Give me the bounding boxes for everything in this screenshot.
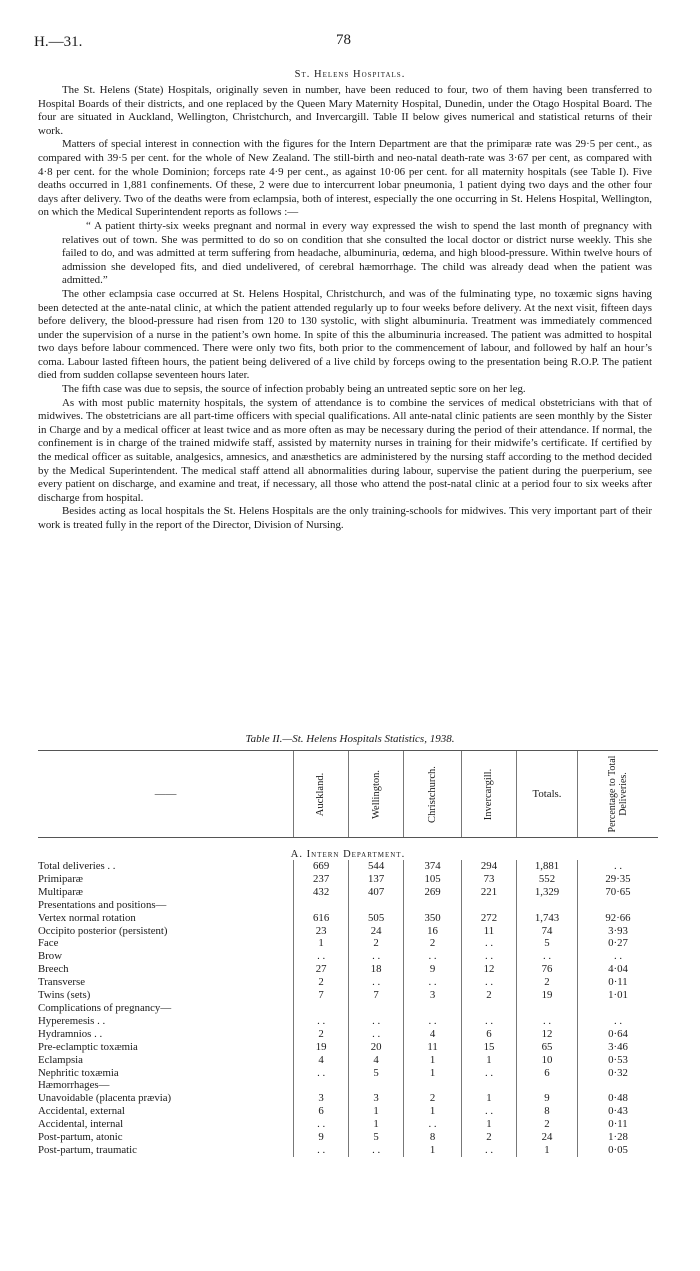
cell-total: . .	[517, 950, 578, 963]
cell-value: . .	[462, 1067, 517, 1080]
cell-total: 5	[517, 937, 578, 950]
table-header-row	[38, 751, 658, 838]
row-label: Hæmorrhages—	[38, 1079, 110, 1092]
cell-value	[294, 899, 349, 912]
cell-total: 76	[517, 963, 578, 976]
cell-value: 23	[294, 925, 349, 938]
cell-value: 2	[462, 989, 517, 1002]
row-label: Pre-eclamptic toxæmia	[38, 1040, 138, 1053]
cell-value: 1	[462, 1054, 517, 1067]
cell-total: 1,881	[517, 860, 578, 873]
cell-value: 272	[462, 912, 517, 925]
cell-value: 1	[349, 1118, 404, 1131]
cell-total: 74	[517, 925, 578, 938]
cell-value: . .	[404, 1118, 462, 1131]
row-label: Vertex normal rotation	[38, 911, 136, 924]
row-label: Total deliveries . .	[38, 860, 116, 872]
statistics-table	[38, 750, 658, 1157]
col-header-totals: Totals.	[517, 751, 578, 838]
cell-value: 20	[349, 1041, 404, 1054]
cell-total	[517, 1079, 578, 1092]
table-row	[38, 1131, 658, 1144]
cell-value: 221	[462, 886, 517, 899]
cell-value: 11	[404, 1041, 462, 1054]
cell-percentage: 70·65	[578, 886, 659, 899]
cell-value: 137	[349, 873, 404, 886]
cell-value: 616	[294, 912, 349, 925]
running-header: H.—31.	[34, 34, 83, 50]
cell-percentage: 0·27	[578, 937, 659, 950]
cell-value: . .	[294, 1144, 349, 1157]
cell-value: 1	[404, 1105, 462, 1118]
cell-value: 12	[462, 963, 517, 976]
cell-value	[462, 1079, 517, 1092]
col-header-auckland: Auckland.	[294, 751, 349, 838]
row-label: Occipito posterior (persistent)	[38, 924, 168, 937]
cell-value: 2	[404, 937, 462, 950]
cell-value: 1	[462, 1118, 517, 1131]
row-label: Post-partum, atonic	[38, 1131, 123, 1144]
cell-value	[349, 1002, 404, 1015]
row-label: Breech	[38, 963, 69, 976]
cell-percentage: 0·53	[578, 1054, 659, 1067]
cell-value: 8	[404, 1131, 462, 1144]
cell-value: 1	[349, 1105, 404, 1118]
cell-value: 4	[349, 1054, 404, 1067]
cell-value: 4	[404, 1028, 462, 1041]
table-row	[38, 873, 658, 886]
col-header-percentage: Percentage to Total Deliveries.	[578, 751, 659, 838]
cell-value: 9	[404, 963, 462, 976]
cell-percentage: 3·93	[578, 925, 659, 938]
row-label: Post-partum, traumatic	[38, 1143, 137, 1156]
cell-percentage: 0·05	[578, 1144, 659, 1157]
cell-value: 16	[404, 925, 462, 938]
cell-value: 3	[294, 1092, 349, 1105]
table-row	[38, 976, 658, 989]
row-label: Complications of pregnancy—	[38, 1001, 172, 1014]
cell-total: 1,329	[517, 886, 578, 899]
cell-value: 105	[404, 873, 462, 886]
col-header-invercargill: Invercargill.	[462, 751, 517, 838]
table-row	[38, 963, 658, 976]
cell-total: 2	[517, 1118, 578, 1131]
cell-value: 11	[462, 925, 517, 938]
cell-total: 2	[517, 976, 578, 989]
table-row	[38, 899, 658, 912]
cell-value: 1	[294, 937, 349, 950]
body-text	[38, 84, 652, 533]
paragraph: The fifth case was due to sepsis, the source of infection probably being an untreated septic sore on her leg.	[62, 383, 526, 396]
cell-value: . .	[462, 1105, 517, 1118]
section-heading: A. Intern Department.	[290, 849, 406, 860]
row-label: Unavoidable (placenta prævia)	[38, 1092, 172, 1105]
cell-percentage: 0·48	[578, 1092, 659, 1105]
cell-value: 505	[349, 912, 404, 925]
cell-value: 7	[349, 989, 404, 1002]
cell-value: 6	[294, 1105, 349, 1118]
cell-value: . .	[349, 1144, 404, 1157]
cell-value	[404, 1079, 462, 1092]
cell-value: 2	[294, 1028, 349, 1041]
cell-value	[404, 899, 462, 912]
cell-value: 2	[404, 1092, 462, 1105]
table-row	[38, 989, 658, 1002]
cell-percentage: 92·66	[578, 912, 659, 925]
cell-total	[517, 899, 578, 912]
cell-value: . .	[294, 1118, 349, 1131]
cell-value: 15	[462, 1041, 517, 1054]
cell-value	[462, 1002, 517, 1015]
table-row	[38, 1118, 658, 1131]
cell-percentage: . .	[578, 860, 659, 873]
row-label: Accidental, internal	[38, 1118, 124, 1131]
cell-value: 1	[404, 1067, 462, 1080]
table-row	[38, 1092, 658, 1105]
cell-total: 12	[517, 1028, 578, 1041]
cell-percentage	[578, 899, 659, 912]
row-label: Multiparæ	[38, 885, 83, 898]
cell-value: . .	[462, 1015, 517, 1028]
row-label: Eclampsia	[38, 1053, 83, 1066]
table-caption: Table II.—St. Helens Hospitals Statistics, 1938.	[245, 733, 455, 745]
table-row	[38, 937, 658, 950]
table-row	[38, 1067, 658, 1080]
cell-total: 1,743	[517, 912, 578, 925]
cell-value: 19	[294, 1041, 349, 1054]
cell-value: . .	[462, 950, 517, 963]
cell-value: . .	[349, 1028, 404, 1041]
row-label: Brow	[38, 950, 62, 963]
cell-value: 669	[294, 860, 349, 873]
cell-value: 294	[462, 860, 517, 873]
cell-total: 24	[517, 1131, 578, 1144]
cell-value: . .	[294, 1067, 349, 1080]
cell-value: 5	[349, 1131, 404, 1144]
cell-value: 2	[462, 1131, 517, 1144]
cell-value: . .	[294, 950, 349, 963]
table-row	[38, 1015, 658, 1028]
cell-value: 2	[349, 937, 404, 950]
section-title: St. Helens Hospitals.	[294, 69, 406, 80]
table-row	[38, 886, 658, 899]
cell-value: 9	[294, 1131, 349, 1144]
cell-value: 374	[404, 860, 462, 873]
cell-total: 9	[517, 1092, 578, 1105]
cell-percentage	[578, 1002, 659, 1015]
cell-total: 19	[517, 989, 578, 1002]
cell-value: 544	[349, 860, 404, 873]
row-label: Twins (sets)	[38, 989, 91, 1002]
cell-total: 6	[517, 1067, 578, 1080]
cell-total: 1	[517, 1144, 578, 1157]
cell-value: 350	[404, 912, 462, 925]
paragraph: Matters of special interest in connection with the figures for the Intern Department are that the primiparæ rate was 29·5 per cent., as compared with 39·5 per cent. for the whole of New Zealand. The still-birth and neo-natal death-rate was 3·67 per cent, as compared with 4·8 per cent. for the whole Dominion; forceps rate 4·9 per cent., as against 10·06 per cent. for all maternity hospitals (see Table I). Five deaths occurred in 1,881 confinements. Of these, 2 were due to intercurrent lobar pneumonia, 1 patient dying two days and the other four days after delivery. Two of the deaths were from eclampsia, both of interest, especially the one occurring in St. Helens Hospital, Wellington, on which the Medical Superintendent reports as follows :—	[38, 138, 652, 219]
cell-percentage: 3·46	[578, 1041, 659, 1054]
cell-value: 6	[462, 1028, 517, 1041]
table-row	[38, 1041, 658, 1054]
cell-value: 237	[294, 873, 349, 886]
table-row	[38, 860, 658, 873]
cell-value: 1	[462, 1092, 517, 1105]
row-label: Hydramnios . .	[38, 1027, 103, 1040]
table-row	[38, 1079, 658, 1092]
cell-value: . .	[404, 950, 462, 963]
paragraph: As with most public maternity hospitals, the system of attendance is to combine the services of medical obstetricians with that of midwives. The obstetricians are all part-time officers with special qualifications. All ante-natal clinic patients are seen monthly by the Sister in Charge and by a medical officer at least twice and as more often as may be necessary during the period of their attendance. If normal, the confinement is in charge of the trained midwife staff, assisted by maternity nurses in training for their midwife’s certificate. If certified by the medical officer as suitable, analgesics, amnesics, and anæsthetics are administered by the nursing staff according to the method decided by the Medical Superintendent. The medical staff attend all abnormalities during labour, supervise the patient during the puerperium, see every patient on discharge, and examine and treat, if necessary, all those who attend the post-natal clinic at a period four to six weeks after discharge from hospital.	[38, 396, 652, 504]
table-row	[38, 1144, 658, 1157]
cell-percentage: 29·35	[578, 873, 659, 886]
table-row	[38, 1028, 658, 1041]
table-row	[38, 1105, 658, 1118]
paragraph: The other eclampsia case occurred at St. Helens Hospital, Christchurch, and was of the fulminating type, no toxæmic signs having been detected at the ante-natal clinic, at which the patient attended regularly up to four weeks before delivery. At the next visit, fifteen days before delivery, the blood-pressure had risen from 120 to 130 systolic, with slight albuminuria. Treatment was immediately commenced under the supervision of a nurse in the patient’s own home. In spite of this the albuminuria increased. The patient was admitted to hospital two days before labour commenced. There were only two fits, both prior to the commencement of labour, and followed by half an hour’s coma. Labour lasted fifteen hours, the patient being delivered of a live child by forceps owing to the presentation being R.O.P. The patient died from sudden collapse seventeen hours later.	[38, 287, 652, 382]
cell-percentage: 0·11	[578, 976, 659, 989]
table-row	[38, 950, 658, 963]
cell-percentage: 1·01	[578, 989, 659, 1002]
cell-total: 65	[517, 1041, 578, 1054]
cell-value: 1	[404, 1054, 462, 1067]
cell-value: . .	[404, 1015, 462, 1028]
cell-total: 8	[517, 1105, 578, 1118]
cell-value: . .	[462, 976, 517, 989]
table-section-row	[38, 838, 658, 861]
cell-value: . .	[349, 1015, 404, 1028]
cell-total: . .	[517, 1015, 578, 1028]
cell-value: 7	[294, 989, 349, 1002]
cell-value: 3	[404, 989, 462, 1002]
row-label: Hyperemesis . .	[38, 1014, 106, 1027]
table-row	[38, 925, 658, 938]
table-row	[38, 912, 658, 925]
row-label: Primiparæ	[38, 872, 83, 885]
row-label: Accidental, external	[38, 1105, 125, 1118]
cell-value	[349, 1079, 404, 1092]
col-header-wellington: Wellington.	[349, 751, 404, 838]
cell-value: 73	[462, 873, 517, 886]
cell-percentage: . .	[578, 1015, 659, 1028]
cell-percentage: 0·11	[578, 1118, 659, 1131]
cell-value: 3	[349, 1092, 404, 1105]
cell-value: 5	[349, 1067, 404, 1080]
row-label: Nephritic toxæmia	[38, 1066, 119, 1079]
cell-value: 407	[349, 886, 404, 899]
cell-percentage	[578, 1079, 659, 1092]
cell-value: 2	[294, 976, 349, 989]
cell-percentage: 1·28	[578, 1131, 659, 1144]
cell-value: . .	[404, 976, 462, 989]
cell-value	[462, 899, 517, 912]
cell-percentage: 0·32	[578, 1067, 659, 1080]
paragraph: Besides acting as local hospitals the St. Helens Hospitals are the only training-schools for midwives. This very important part of their work is treated fully in the report of the Director, Division of Nursing.	[38, 505, 652, 531]
block-quote: “ A patient thirty-six weeks pregnant and normal in every way expressed the wish to spend the last month of pregnancy with relatives out of town. She was permitted to do so on condition that she consulted the local doctor or district nurse weekly. This she failed to do, and was admitted at term suffering from headache, albuminuria, œdema, and high blood-pressure. Within twelve hours of admission she developed fits, and died undelivered, of cerebral hæmorrhage. The child was already dead when the patient was admitted.”	[62, 219, 652, 287]
cell-value: 18	[349, 963, 404, 976]
cell-value: . .	[462, 1144, 517, 1157]
cell-value: 432	[294, 886, 349, 899]
cell-total: 10	[517, 1054, 578, 1067]
row-label: Face	[38, 937, 59, 950]
cell-value	[349, 899, 404, 912]
cell-percentage: 0·43	[578, 1105, 659, 1118]
cell-value: 269	[404, 886, 462, 899]
cell-percentage: 4·04	[578, 963, 659, 976]
cell-value: 1	[404, 1144, 462, 1157]
cell-value: . .	[294, 1015, 349, 1028]
row-label: Presentations and positions—	[38, 898, 167, 911]
cell-percentage: 0·64	[578, 1028, 659, 1041]
cell-value: 24	[349, 925, 404, 938]
cell-value: . .	[349, 950, 404, 963]
row-label: Transverse	[38, 976, 85, 989]
stub-header: ——	[38, 751, 294, 838]
cell-percentage: . .	[578, 950, 659, 963]
cell-value: 27	[294, 963, 349, 976]
cell-total	[517, 1002, 578, 1015]
cell-value	[294, 1002, 349, 1015]
table-row	[38, 1002, 658, 1015]
paragraph: The St. Helens (State) Hospitals, originally seven in number, have been reduced to four, two of them having been transferred to Hospital Boards of their districts, and one replaced by the Queen Mary Maternity Hospital, Dunedin, under the Otago Hospital Board. The four are situated in Auckland, Wellington, Christchurch, and Invercargill. Table II below gives numerical and statistical returns of their work.	[38, 84, 652, 137]
cell-value	[404, 1002, 462, 1015]
cell-total: 552	[517, 873, 578, 886]
cell-value: . .	[462, 937, 517, 950]
cell-value: . .	[349, 976, 404, 989]
page-number: 78	[336, 32, 351, 48]
cell-value: 4	[294, 1054, 349, 1067]
col-header-christchurch: Christchurch.	[404, 751, 462, 838]
cell-value	[294, 1079, 349, 1092]
table-row	[38, 1054, 658, 1067]
